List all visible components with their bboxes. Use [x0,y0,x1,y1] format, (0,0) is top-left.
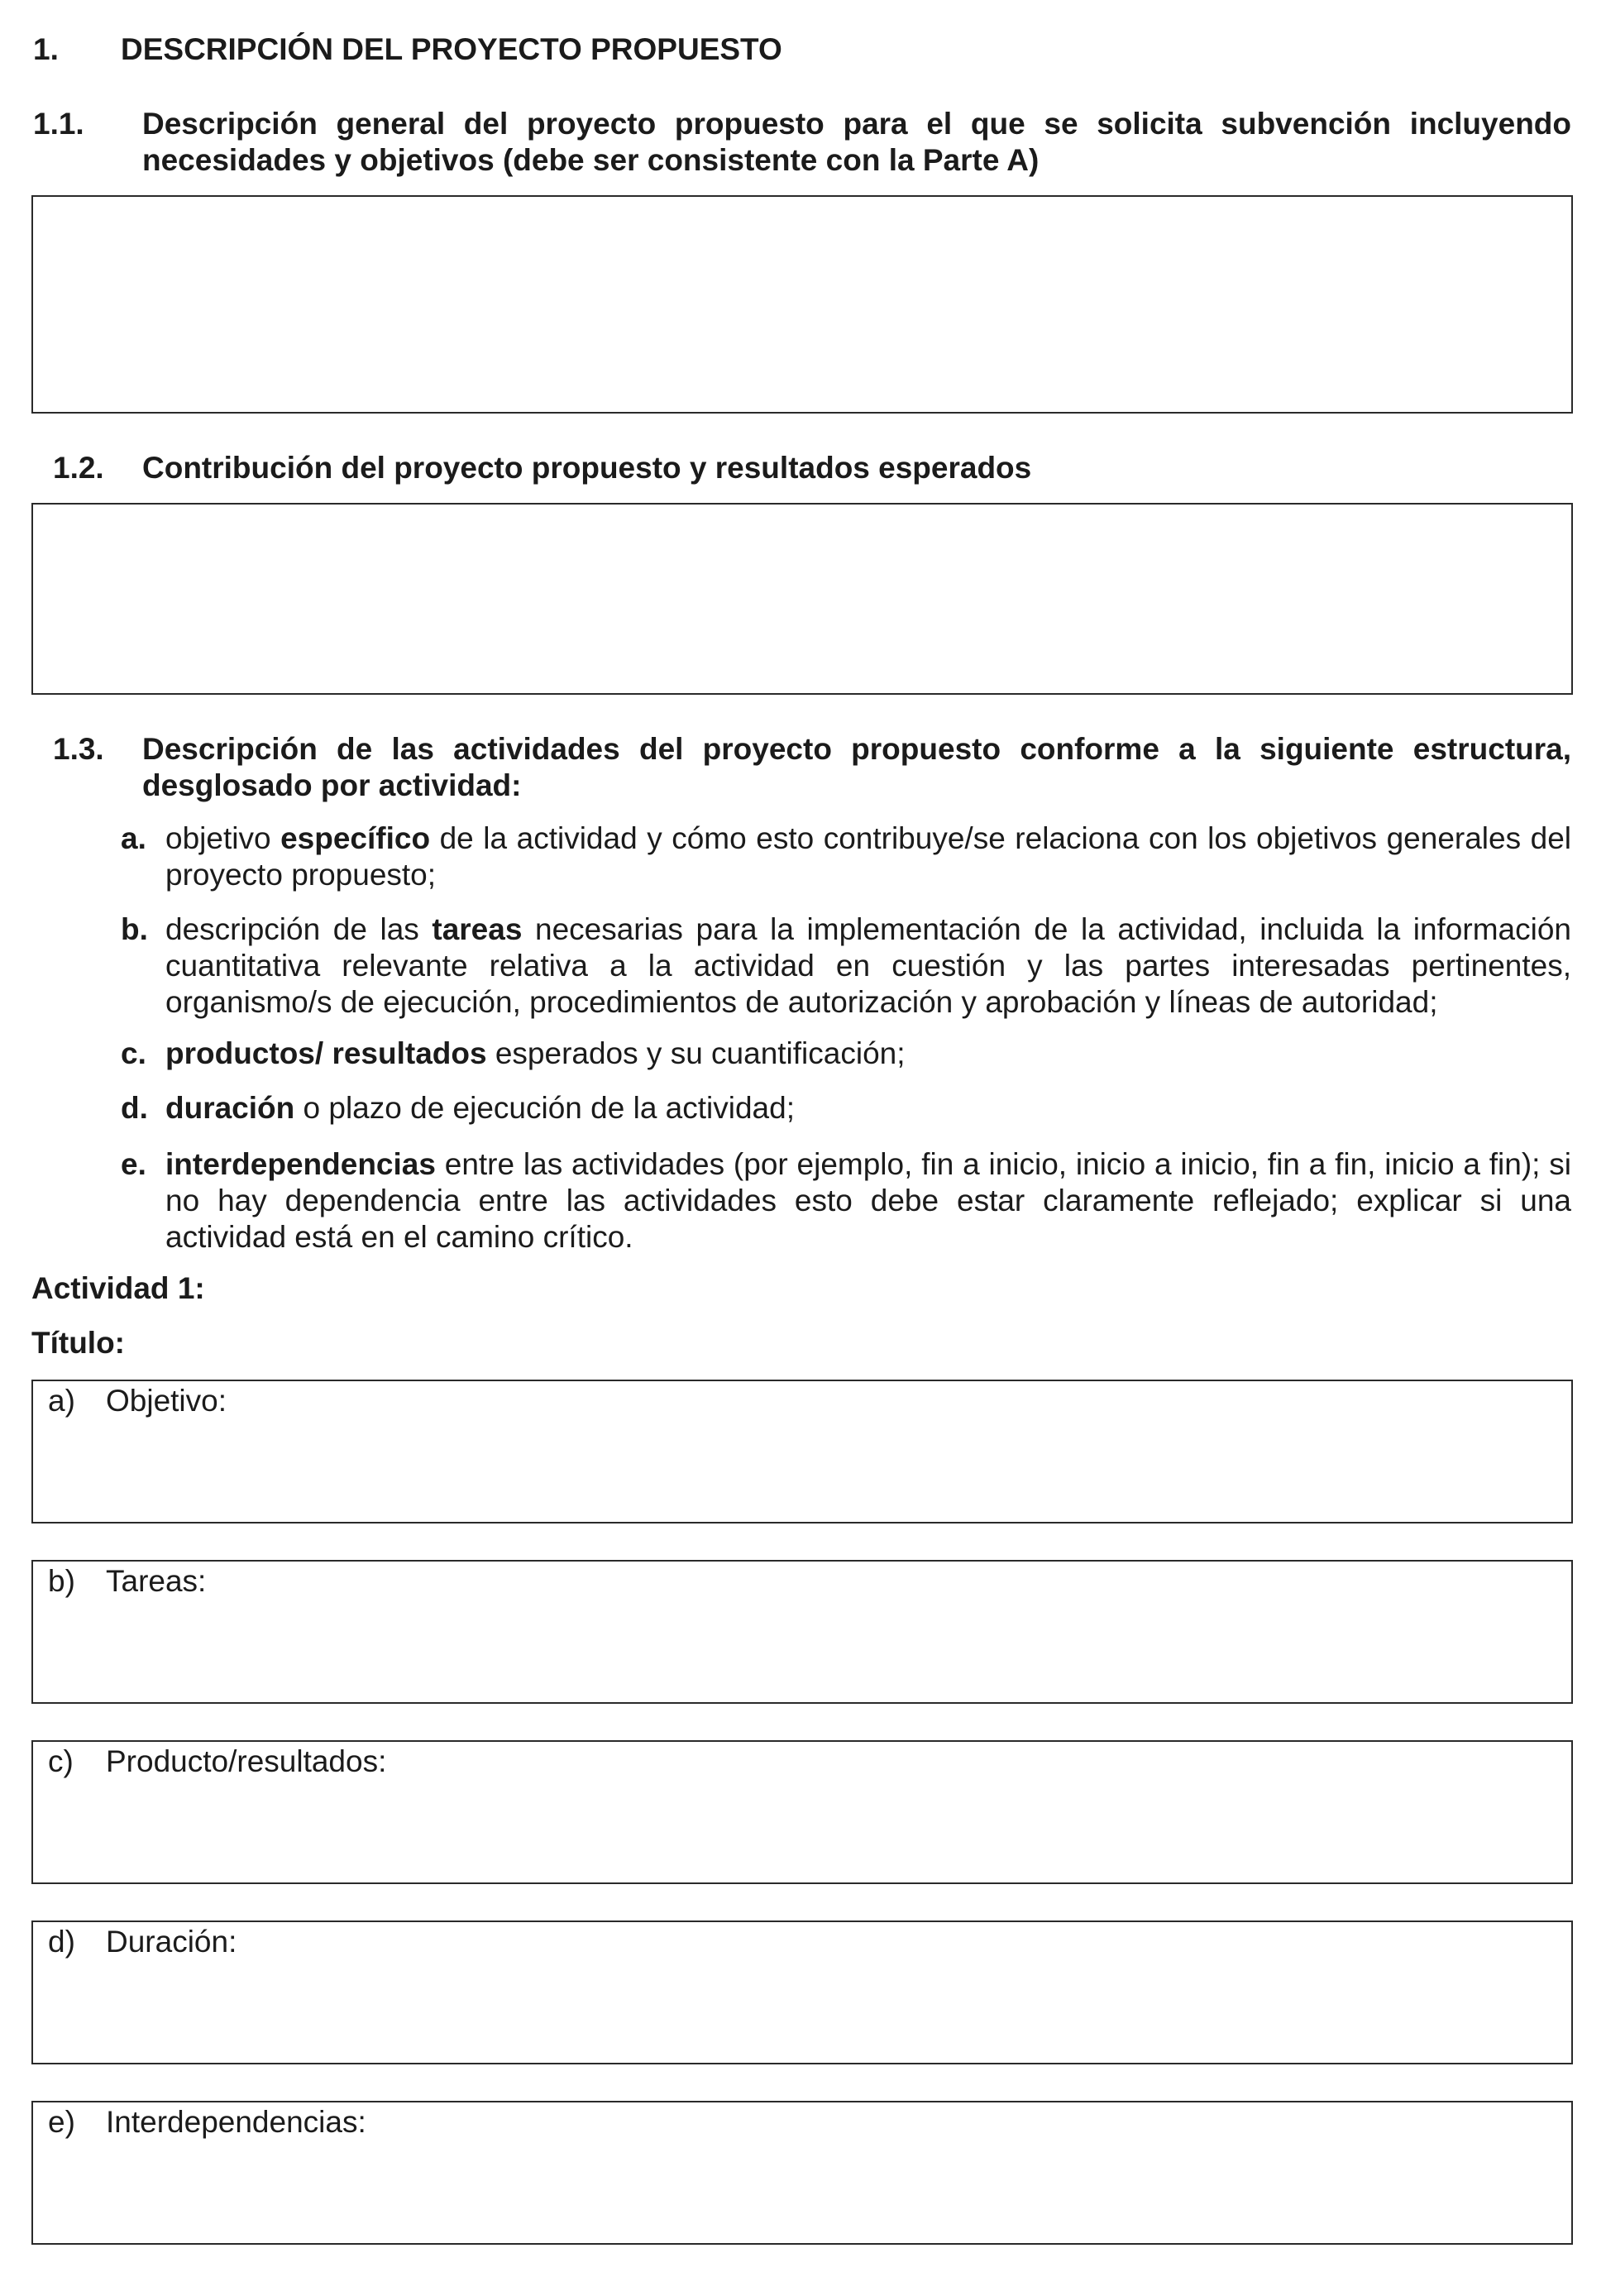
section-number: 1. [33,32,59,66]
section-title: DESCRIPCIÓN DEL PROYECTO PROPUESTO [121,32,782,66]
item-b-letter: b. [121,912,148,946]
item-d-letter: d. [121,1091,148,1125]
item-e-post: entre las actividades (por ejemplo, fin a inicio, inicio a inicio, fin a fin, inicio a fin); si no hay dependencia entre las actividades esto debe estar claramente reflejado; explicar si una actividad está en el camino crítico. [165,1147,1571,1254]
s1-2-heading: Contribución del proyecto propuesto y resultados esperados [142,451,1032,485]
item-a-letter: a. [121,821,146,855]
item-e-bold: interdependencias [165,1147,436,1181]
s1-1-answer-box[interactable] [31,195,1573,414]
item-e-letter: e. [121,1147,146,1181]
item-d-bold: duración [165,1091,295,1125]
item-d-post: o plazo de ejecución de la actividad; [294,1091,795,1125]
tasks-text: Tareas: [106,1564,207,1598]
s1-1-heading: Descripción general del proyecto propuesto para el que se solicita subvención incluyendo necesidades y objetivos (debe ser consistente con la Parte A) [142,107,1571,177]
outputs-text: Producto/resultados: [106,1744,387,1778]
s1-3-number: 1.3. [53,732,104,766]
activity-outputs-box[interactable] [31,1740,1573,1884]
activity-duration-box[interactable] [31,1921,1573,2064]
item-a-bold: específico [280,821,431,855]
objective-text: Objetivo: [106,1384,227,1418]
item-b-post: necesarias para la implementación de la actividad, incluida la información cuantitativa relevante relativa a la actividad en cuestión y las partes interesadas pertinentes, organismo/s de ejecución, procedimientos de autorización y aprobación y líneas de autoridad; [165,912,1571,1019]
item-a-text [165,820,1571,893]
item-c-bold: productos/ resultados [165,1036,487,1070]
item-c-letter: c. [121,1036,146,1070]
s1-2-number: 1.2. [53,451,104,485]
s1-1-number: 1.1. [33,107,84,141]
interdependencies-letter: e) [48,2105,75,2139]
item-a-pre: objetivo [165,821,281,855]
tasks-letter: b) [48,1564,75,1598]
duration-text: Duración: [106,1925,237,1959]
objective-letter: a) [48,1384,75,1418]
tasks-label [48,1563,206,1600]
item-c-post: esperados y su cuantificación; [486,1036,906,1070]
interdependencies-label [48,2104,366,2141]
outputs-letter: c) [48,1744,74,1778]
activity-objective-box[interactable] [31,1380,1573,1523]
outputs-label [48,1744,386,1780]
activity-label: Actividad 1: [31,1271,205,1305]
objective-label [48,1383,227,1419]
item-b-bold: tareas [432,912,523,946]
activity-title-label: Título: [31,1326,126,1360]
item-b-text [165,911,1571,1021]
s1-3-heading: Descripción de las actividades del proyecto propuesto conforme a la siguiente estructura, desglosado por actividad: [142,732,1571,802]
item-a-post: de la actividad y cómo esto contribuye/se relaciona con los objetivos generales del proyecto propuesto; [165,821,1572,892]
activity-interdependencies-box[interactable] [31,2101,1573,2245]
item-d-text [165,1090,1571,1126]
s1-2-answer-box[interactable] [31,503,1573,695]
duration-letter: d) [48,1925,75,1959]
item-b-pre: descripción de las [165,912,433,946]
duration-label [48,1924,237,1960]
activity-tasks-box[interactable] [31,1560,1573,1704]
item-c-text [165,1036,1571,1072]
item-e-text [165,1146,1571,1256]
interdependencies-text: Interdependencias: [106,2105,366,2139]
